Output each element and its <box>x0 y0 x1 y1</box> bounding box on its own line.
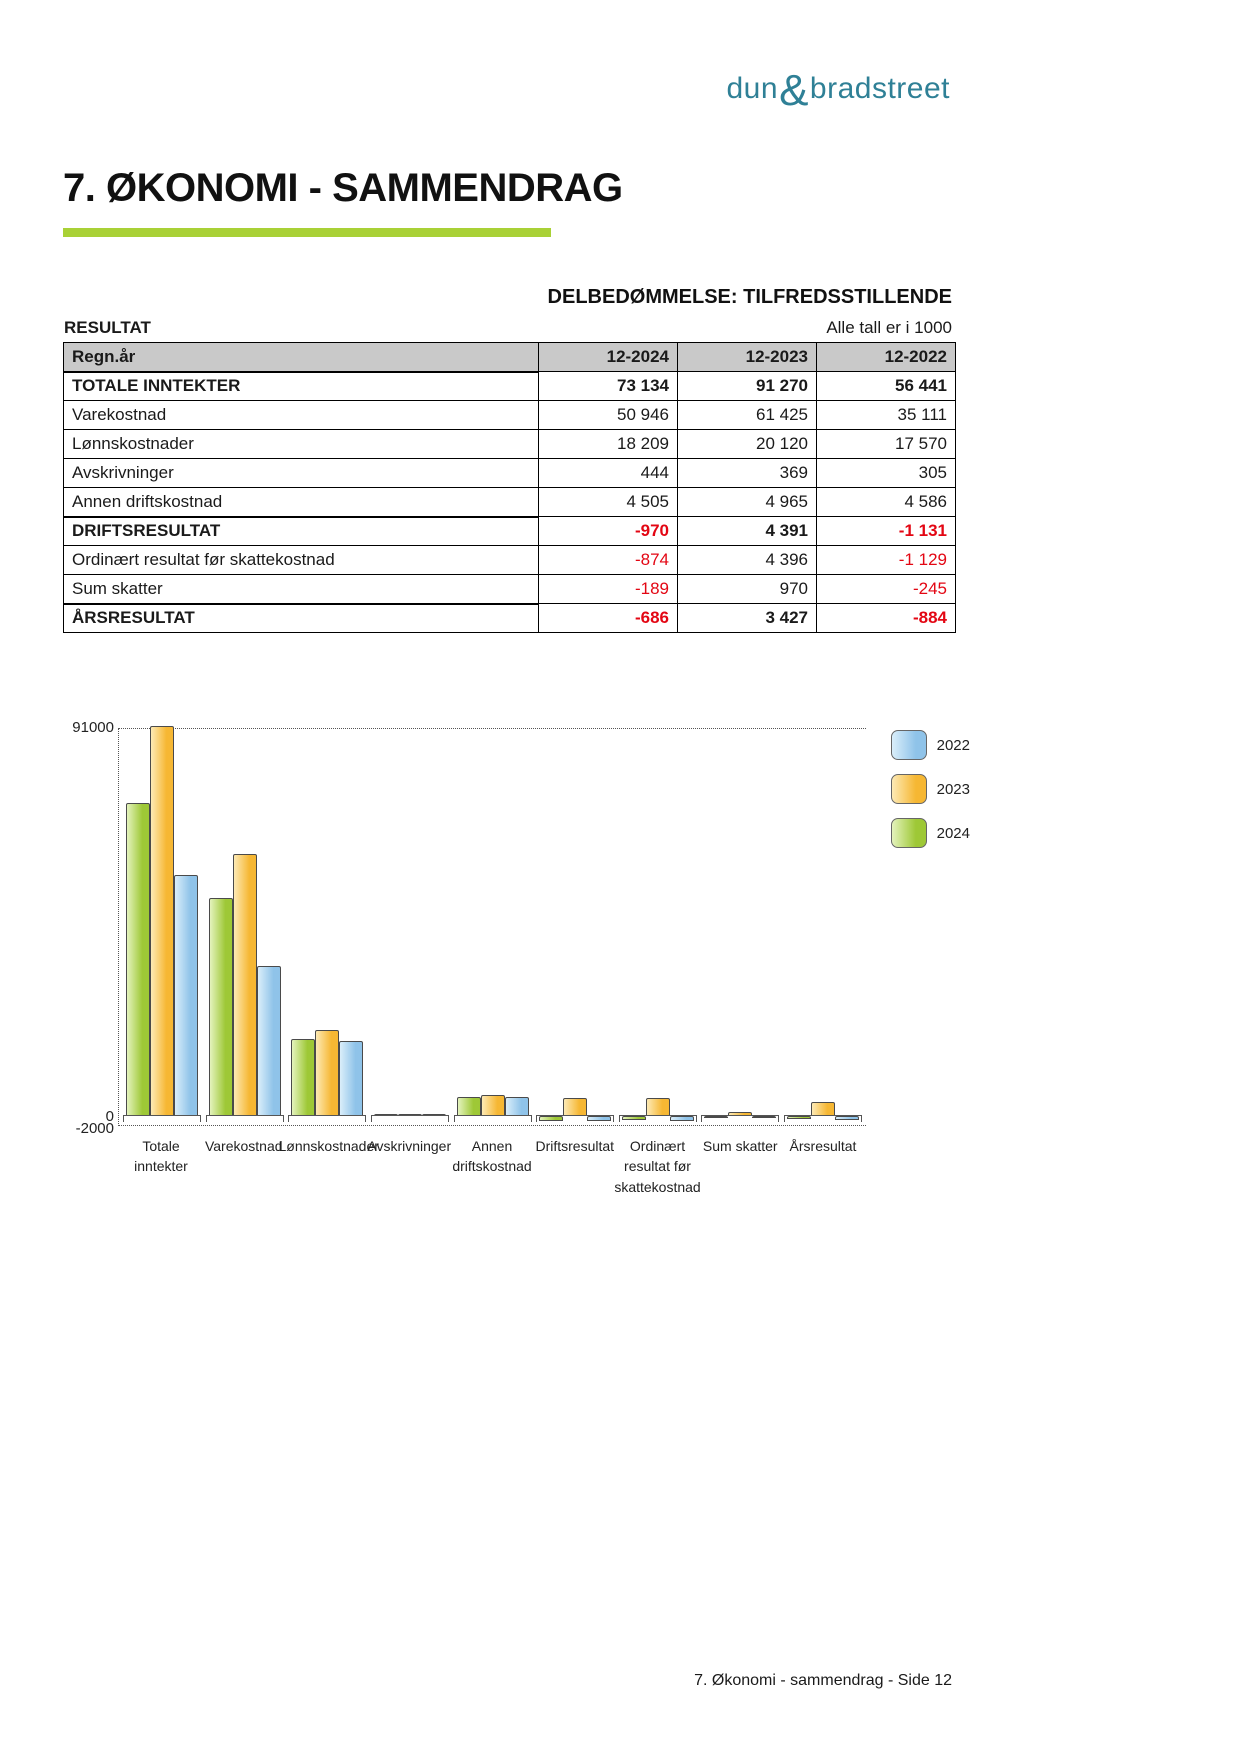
logo-word-bradstreet: bradstreet <box>809 72 950 105</box>
bar-2023 <box>563 1098 587 1117</box>
bar-2023 <box>811 1102 835 1117</box>
bar-2024 <box>291 1039 315 1117</box>
legend-label: 2023 <box>936 780 970 798</box>
table-row <box>64 488 956 517</box>
table-row <box>64 372 956 401</box>
row-value: -686 <box>539 604 678 633</box>
dun-bradstreet-logo <box>700 66 950 116</box>
y-tick-min: -2000 <box>75 1120 114 1137</box>
bar-2024 <box>539 1116 563 1120</box>
bar-group <box>784 729 862 1125</box>
bar-2022 <box>587 1116 611 1121</box>
row-label: Lønnskostnader <box>64 430 539 459</box>
row-label: Sum skatter <box>64 575 539 604</box>
bar-2022 <box>835 1116 859 1120</box>
row-label: Annen driftskostnad <box>64 488 539 517</box>
bar-2022 <box>422 1114 446 1116</box>
row-value: 61 425 <box>678 401 817 430</box>
bar-2023 <box>728 1112 752 1116</box>
table-header-cell: 12-2023 <box>678 343 817 372</box>
row-value: 18 209 <box>539 430 678 459</box>
legend-item <box>891 818 970 848</box>
bar-group <box>288 729 366 1125</box>
row-value: 91 270 <box>678 372 817 401</box>
legend-swatch <box>891 730 927 760</box>
row-value: -874 <box>539 546 678 575</box>
bar-group <box>536 729 614 1125</box>
legend-item <box>891 730 970 760</box>
bar-2022 <box>174 875 198 1117</box>
row-value: 3 427 <box>678 604 817 633</box>
chart-legend <box>891 730 970 848</box>
row-label: DRIFTSRESULTAT <box>64 517 539 546</box>
bar-2024 <box>209 898 233 1116</box>
table-header-cell: 12-2022 <box>817 343 956 372</box>
results-table-body <box>64 372 956 633</box>
x-axis-label: Lønnskostnader <box>278 1138 379 1154</box>
row-value: -189 <box>539 575 678 604</box>
y-tick-zero: 0 <box>105 1108 114 1125</box>
bar-2023 <box>233 854 257 1117</box>
table-header-cell: Regn.år <box>64 343 539 372</box>
row-value: 369 <box>678 459 817 488</box>
chart-plot-area <box>118 728 866 1126</box>
bar-2024 <box>126 803 150 1116</box>
x-axis-label: Sum skatter <box>702 1138 778 1154</box>
title-accent-bar <box>63 228 551 237</box>
bar-group <box>619 729 697 1125</box>
row-value: 4 391 <box>678 517 817 546</box>
bar-2023 <box>150 726 174 1117</box>
bar-2024 <box>704 1116 728 1118</box>
bar-2024 <box>374 1114 398 1116</box>
bar-2023 <box>481 1095 505 1116</box>
row-label: TOTALE INNTEKTER <box>64 372 539 401</box>
assessment-heading: DELBEDØMMELSE: TILFREDSSTILLENDE <box>547 286 952 308</box>
row-value: 4 396 <box>678 546 817 575</box>
table-row <box>64 575 956 604</box>
row-label: ÅRSRESULTAT <box>64 604 539 633</box>
bar-2022 <box>752 1116 776 1118</box>
row-label: Avskrivninger <box>64 459 539 488</box>
row-value: 50 946 <box>539 401 678 430</box>
row-value: 444 <box>539 459 678 488</box>
bar-group <box>701 729 779 1125</box>
table-row <box>64 546 956 575</box>
row-value: 4 586 <box>817 488 956 517</box>
row-value: 305 <box>817 459 956 488</box>
x-axis-label: Totale inntekter <box>134 1138 188 1175</box>
legend-swatch <box>891 818 927 848</box>
bar-group <box>123 729 201 1125</box>
section-label: RESULTAT <box>64 318 151 337</box>
legend-item <box>891 774 970 804</box>
row-label: Varekostnad <box>64 401 539 430</box>
x-axis-label: Årsresultat <box>789 1138 857 1154</box>
bar-group <box>371 729 449 1125</box>
row-value: 17 570 <box>817 430 956 459</box>
x-axis-label: Varekostnad <box>204 1138 283 1154</box>
bar-2022 <box>670 1116 694 1121</box>
x-axis-label: Driftsresultat <box>535 1138 615 1154</box>
row-value: 4 965 <box>678 488 817 517</box>
table-header-cell: 12-2024 <box>539 343 678 372</box>
x-axis-label: Avskrivninger <box>367 1138 452 1154</box>
x-axis-label: Ordinært resultat før skattekostnad <box>614 1138 701 1195</box>
x-axis-labels <box>118 1136 866 1197</box>
row-value: -1 131 <box>817 517 956 546</box>
table-header-row <box>64 343 956 372</box>
legend-label: 2022 <box>936 736 970 754</box>
bar-2023 <box>398 1114 422 1116</box>
table-row <box>64 459 956 488</box>
row-value: -970 <box>539 517 678 546</box>
table-row <box>64 401 956 430</box>
row-label: Ordinært resultat før skattekostnad <box>64 546 539 575</box>
page-title: 7. ØKONOMI - SAMMENDRAG <box>63 166 623 210</box>
bar-2023 <box>315 1030 339 1116</box>
row-value: 970 <box>678 575 817 604</box>
row-value: -245 <box>817 575 956 604</box>
results-table <box>63 342 956 633</box>
bar-2024 <box>457 1097 481 1116</box>
x-axis-label: Annen driftskostnad <box>452 1138 532 1175</box>
table-row <box>64 517 956 546</box>
legend-label: 2024 <box>936 824 970 842</box>
row-value: 35 111 <box>817 401 956 430</box>
y-tick-max: 91000 <box>72 719 114 736</box>
bar-2024 <box>622 1116 646 1120</box>
bar-2023 <box>646 1098 670 1117</box>
page-footer: 7. Økonomi - sammendrag - Side 12 <box>694 1672 952 1689</box>
logo-word-dun: dun <box>726 72 779 105</box>
row-value: 4 505 <box>539 488 678 517</box>
ampersand-icon: & <box>779 66 809 115</box>
bar-2022 <box>339 1041 363 1116</box>
row-value: 56 441 <box>817 372 956 401</box>
row-value: -1 129 <box>817 546 956 575</box>
row-value: 73 134 <box>539 372 678 401</box>
row-value: -884 <box>817 604 956 633</box>
units-note: Alle tall er i 1000 <box>826 318 952 337</box>
row-value: 20 120 <box>678 430 817 459</box>
table-row <box>64 430 956 459</box>
legend-swatch <box>891 774 927 804</box>
table-row <box>64 604 956 633</box>
bar-group <box>206 729 284 1125</box>
bar-2022 <box>257 966 281 1116</box>
bar-2022 <box>505 1097 529 1117</box>
bar-2024 <box>787 1116 811 1119</box>
bar-group <box>454 729 532 1125</box>
bar-chart <box>70 718 970 1238</box>
